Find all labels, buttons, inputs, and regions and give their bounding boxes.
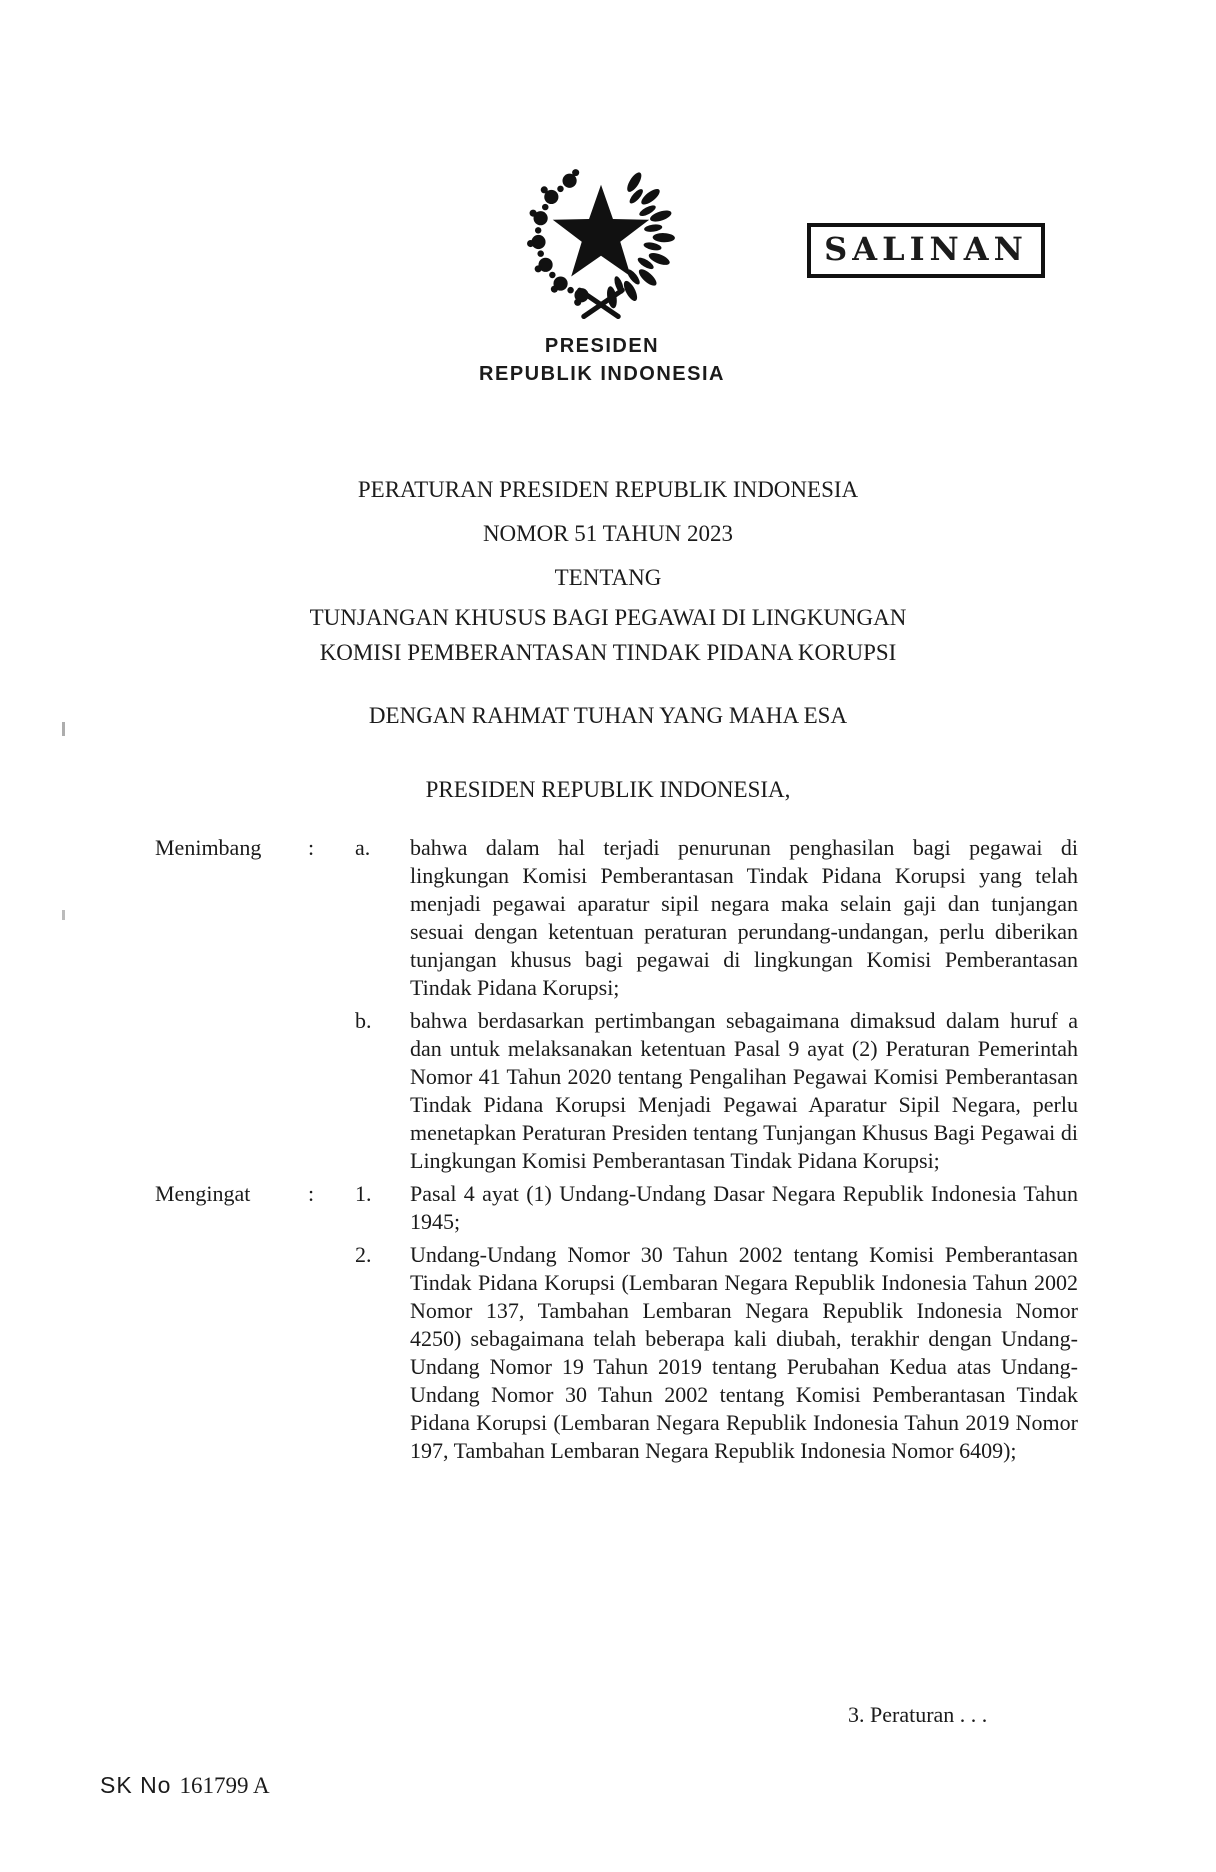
clause-item-b bbox=[355, 1007, 1078, 1175]
scan-artifact-mark bbox=[62, 910, 65, 920]
catchword-next-page: 3. Peraturan . . . bbox=[848, 1702, 988, 1727]
clause-item-a bbox=[355, 834, 1078, 1002]
invocation-line: DENGAN RAHMAT TUHAN YANG MAHA ESA bbox=[368, 703, 848, 728]
regulation-subject-line2: KOMISI PEMBERANTASAN TINDAK PIDANA KORUPSI bbox=[319, 640, 897, 665]
regulation-heading: PERATURAN PRESIDEN REPUBLIK INDONESIA bbox=[357, 477, 859, 502]
scan-artifact-mark bbox=[62, 722, 65, 736]
section-label: Menimbang bbox=[155, 835, 262, 860]
sk-number-footer bbox=[100, 1772, 270, 1799]
section-label: Mengingat bbox=[155, 1181, 251, 1206]
clause-marker: 1. bbox=[355, 1181, 372, 1206]
clause-marker: 2. bbox=[355, 1242, 372, 1267]
letterhead bbox=[302, 332, 902, 388]
letterhead-line1: PRESIDEN bbox=[544, 335, 660, 357]
clause-text: bahwa dalam hal terjadi penurunan penghasilan bagi pegawai di lingkungan Komisi Pemberantasan Tindak Pidana Korupsi yang telah menjadi pegawai aparatur sipil negara maka selain gaji dan tunjangan sesuai dengan ketentuan peraturan perundang-undangan, perlu diberikan tunjangan khusus bagi pegawai di lingkungan Komisi Pemberantasan Tindak Pidana Korupsi; bbox=[410, 835, 1078, 1000]
regulation-number: NOMOR 51 TAHUN 2023 bbox=[482, 521, 734, 546]
section-menimbang bbox=[155, 834, 1078, 1175]
star-wreath-emblem-icon bbox=[525, 154, 677, 326]
regulation-about-label: TENTANG bbox=[554, 565, 662, 590]
salinan-copy-stamp: SALINAN bbox=[807, 223, 1045, 278]
sk-number: 161799 A bbox=[179, 1773, 270, 1798]
title-block bbox=[152, 468, 1064, 670]
clause-marker: b. bbox=[355, 1008, 372, 1033]
section-colon: : bbox=[308, 835, 315, 860]
clause-marker: a. bbox=[355, 835, 371, 860]
clause-text: bahwa berdasarkan pertimbangan sebagaimana dimaksud dalam huruf a dan untuk melaksanakan ketentuan Pasal 9 ayat (2) Peraturan Pemerintah Nomor 41 Tahun 2020 tentang Pengalihan Pegawai Komisi Pemberantasan Tindak Pidana Korupsi Menjadi Pegawai Aparatur Sipil Negara, perlu menetapkan Peraturan Presiden tentang Tunjangan Khusus Bagi Pegawai di Lingkungan Komisi Pemberantasan Tindak Pidana Korupsi; bbox=[410, 1008, 1078, 1173]
section-mengingat bbox=[155, 1180, 1078, 1465]
sk-label: SK No bbox=[100, 1772, 172, 1798]
authority-line: PRESIDEN REPUBLIK INDONESIA, bbox=[425, 777, 791, 802]
preamble-body bbox=[155, 834, 1078, 1470]
clause-text: Pasal 4 ayat (1) Undang-Undang Dasar Negara Republik Indonesia Tahun 1945; bbox=[410, 1181, 1078, 1234]
section-colon: : bbox=[308, 1181, 315, 1206]
clause-item-1 bbox=[355, 1180, 1078, 1236]
letterhead-line2: REPUBLIK INDONESIA bbox=[479, 363, 725, 385]
clause-text: Undang-Undang Nomor 30 Tahun 2002 tentang Komisi Pemberantasan Tindak Pidana Korupsi (Lembaran Negara Republik Indonesia Tahun 2002 Nomor 137, Tambahan Lembaran Negara Republik Indonesia Nomor 4250) sebagaimana telah beberapa kali diubah, terakhir dengan Undang-Undang Nomor 19 Tahun 2019 tentang Perubahan Kedua atas Undang-Undang Nomor 30 Tahun 2002 tentang Komisi Pemberantasan Tindak Pidana Korupsi (Lembaran Negara Republik Indonesia Tahun 2019 Nomor 197, Tambahan Lembaran Negara Republik Indonesia Nomor 6409); bbox=[410, 1242, 1078, 1463]
clause-item-2 bbox=[355, 1241, 1078, 1465]
regulation-subject-line1: TUNJANGAN KHUSUS BAGI PEGAWAI DI LINGKUNGAN bbox=[309, 605, 907, 630]
